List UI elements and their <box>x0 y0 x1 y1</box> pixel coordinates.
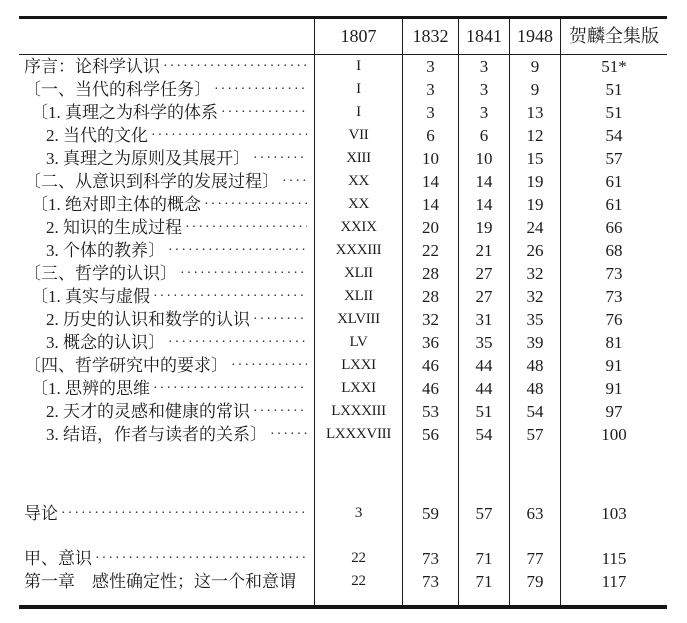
page-number-cell: 91 <box>560 377 667 400</box>
page-number-cell: 28 <box>402 285 458 308</box>
page-number-cell: 51 <box>560 78 667 101</box>
row-title: 3. 概念的认识〕 <box>46 333 165 352</box>
table-row <box>19 239 667 262</box>
page-number-cell: 57 <box>509 423 560 446</box>
row-title: 甲、意识 <box>24 549 92 568</box>
page-number-cell: 22 <box>402 239 458 262</box>
page-number-cell: 19 <box>458 216 509 239</box>
page-number-cell: 103 <box>560 502 667 525</box>
spacer-cell <box>458 446 509 502</box>
table-row <box>19 124 667 147</box>
page-number-cell: 12 <box>509 124 560 147</box>
table-row <box>19 101 667 124</box>
page-number-cell: 63 <box>509 502 560 525</box>
page-number-cell: 14 <box>402 193 458 216</box>
spacer-cell <box>560 593 667 605</box>
page-number-cell: XLVIII <box>314 308 402 331</box>
row-title-cell <box>19 147 314 170</box>
table-row <box>19 55 667 78</box>
page-number-cell: 21 <box>458 239 509 262</box>
page-number-cell: 117 <box>560 570 667 593</box>
page-number-cell: 22 <box>314 547 402 570</box>
page-number-cell: 73 <box>402 547 458 570</box>
dot-leader <box>163 55 307 78</box>
page-number-cell: XX <box>314 170 402 193</box>
page-number-cell: I <box>314 78 402 101</box>
page-number-cell: 22 <box>314 570 402 593</box>
page-number-cell: 54 <box>458 423 509 446</box>
dot-leader <box>153 377 307 400</box>
row-title: 〔三、哲学的认识〕 <box>24 264 177 283</box>
page-number-cell: 115 <box>560 547 667 570</box>
page-number-cell: XX <box>314 193 402 216</box>
page-number-cell: 48 <box>509 377 560 400</box>
page-number-cell: XXXIII <box>314 239 402 262</box>
spacer-cell <box>19 446 314 502</box>
page-number-cell: 27 <box>458 262 509 285</box>
page-number-cell: 46 <box>402 377 458 400</box>
spacer-cell <box>19 593 314 605</box>
row-title-cell <box>19 193 314 216</box>
spacer-cell <box>402 593 458 605</box>
row-title: 〔四、哲学研究中的要求〕 <box>24 356 228 375</box>
table-row <box>19 262 667 285</box>
page-number-cell: 46 <box>402 354 458 377</box>
row-title-cell <box>19 285 314 308</box>
dot-leader <box>168 239 307 262</box>
header-title-column <box>19 19 314 54</box>
page-number-cell: 24 <box>509 216 560 239</box>
page-number-cell: 13 <box>509 101 560 124</box>
page-number-cell: 10 <box>458 147 509 170</box>
page-number-cell: 32 <box>402 308 458 331</box>
row-title-cell <box>19 547 314 570</box>
page-number-cell: 76 <box>560 308 667 331</box>
page-number-cell: 71 <box>458 570 509 593</box>
header-edition-1841: 1841 <box>458 19 509 54</box>
page-number-cell: 35 <box>509 308 560 331</box>
row-title-cell <box>19 55 314 78</box>
page-number-cell: 97 <box>560 400 667 423</box>
page-number-cell: 14 <box>458 193 509 216</box>
header-edition-1948: 1948 <box>509 19 560 54</box>
spacer-cell <box>509 446 560 502</box>
page-number-cell: 6 <box>458 124 509 147</box>
table-row <box>19 308 667 331</box>
page-number-cell: 51 <box>458 400 509 423</box>
page-number-cell: 39 <box>509 331 560 354</box>
header-edition-1832: 1832 <box>402 19 458 54</box>
dot-leader <box>282 170 307 193</box>
page-number-cell: 3 <box>314 502 402 525</box>
page-number-cell: 19 <box>509 170 560 193</box>
page-number-cell: 61 <box>560 193 667 216</box>
table-row <box>19 354 667 377</box>
row-title-cell <box>19 308 314 331</box>
dot-leader <box>253 147 307 170</box>
table-row <box>19 377 667 400</box>
page-number-cell: 54 <box>560 124 667 147</box>
page-number-cell: 9 <box>509 78 560 101</box>
page-number-cell: 32 <box>509 285 560 308</box>
row-title: 〔二、从意识到科学的发展过程〕 <box>24 172 279 191</box>
dot-leader <box>151 124 307 147</box>
page-number-cell: 48 <box>509 354 560 377</box>
dot-leader <box>253 308 307 331</box>
row-title: 2. 当代的文化 <box>46 126 148 145</box>
dot-leader <box>153 285 307 308</box>
spacer-row <box>19 525 667 547</box>
page-number-cell: 10 <box>402 147 458 170</box>
row-title-cell <box>19 170 314 193</box>
page-number-cell: 3 <box>402 101 458 124</box>
page-number-cell: 31 <box>458 308 509 331</box>
page-number-cell: 53 <box>402 400 458 423</box>
page-number-cell: 15 <box>509 147 560 170</box>
page-number-cell: 79 <box>509 570 560 593</box>
row-title: 导论 <box>24 504 58 523</box>
spacer-cell <box>314 446 402 502</box>
page-number-cell: LXXXIII <box>314 400 402 423</box>
concordance-table <box>19 16 667 609</box>
page-number-cell: 56 <box>402 423 458 446</box>
table-row <box>19 547 667 570</box>
spacer-cell <box>509 593 560 605</box>
spacer-cell <box>560 446 667 502</box>
spacer-row <box>19 593 667 605</box>
table-row <box>19 400 667 423</box>
row-title: 第一章 感性确定性；这一个和意谓 <box>24 572 296 591</box>
row-title-cell <box>19 239 314 262</box>
spacer-cell <box>19 525 314 547</box>
table-row <box>19 570 667 593</box>
dot-leader <box>185 216 307 239</box>
page-number-cell: 51 <box>560 101 667 124</box>
page-number-cell: 3 <box>458 78 509 101</box>
row-title: 2. 知识的生成过程 <box>46 218 182 237</box>
page-number-cell: 91 <box>560 354 667 377</box>
row-title: 序言：论科学认识 <box>24 57 160 76</box>
page-number-cell: 36 <box>402 331 458 354</box>
table-row <box>19 170 667 193</box>
row-title: 〔1. 思辨的思维 <box>31 379 150 398</box>
page-number-cell: 57 <box>458 502 509 525</box>
table-row <box>19 331 667 354</box>
table-row <box>19 502 667 525</box>
row-title-cell <box>19 78 314 101</box>
row-title-cell <box>19 423 314 446</box>
row-title-cell <box>19 570 314 593</box>
page-number-cell: 51* <box>560 55 667 78</box>
dot-leader <box>231 354 307 377</box>
row-title: 3. 真理之为原则及其展开〕 <box>46 149 250 168</box>
page-number-cell: 54 <box>509 400 560 423</box>
spacer-row <box>19 446 667 502</box>
dot-leader <box>270 423 307 446</box>
page-number-cell: I <box>314 55 402 78</box>
page-number-cell: LV <box>314 331 402 354</box>
dot-leader <box>168 331 307 354</box>
page-number-cell: 59 <box>402 502 458 525</box>
dot-leader <box>253 400 307 423</box>
page-number-cell: 71 <box>458 547 509 570</box>
dot-leader <box>61 502 307 525</box>
page-number-cell: 100 <box>560 423 667 446</box>
spacer-cell <box>458 525 509 547</box>
page-number-cell: 27 <box>458 285 509 308</box>
page-number-cell: VII <box>314 124 402 147</box>
dot-leader <box>221 101 307 124</box>
page-number-cell: 44 <box>458 377 509 400</box>
page-number-cell: 81 <box>560 331 667 354</box>
dot-leader <box>204 193 307 216</box>
row-title-cell <box>19 331 314 354</box>
table-row <box>19 193 667 216</box>
row-title-cell <box>19 377 314 400</box>
spacer-cell <box>314 525 402 547</box>
page-number-cell: 14 <box>402 170 458 193</box>
header-edition-helin: 贺麟全集版 <box>560 19 667 54</box>
page-number-cell: 73 <box>402 570 458 593</box>
row-title-cell <box>19 262 314 285</box>
page-number-cell: LXXXVIII <box>314 423 402 446</box>
dot-leader <box>180 262 307 285</box>
table-row <box>19 78 667 101</box>
page-number-cell: 14 <box>458 170 509 193</box>
page-number-cell: 35 <box>458 331 509 354</box>
page-number-cell: XIII <box>314 147 402 170</box>
row-title: 〔一、当代的科学任务〕 <box>24 80 211 99</box>
page-number-cell: 28 <box>402 262 458 285</box>
spacer-cell <box>402 446 458 502</box>
table-body <box>19 55 667 605</box>
page-number-cell: 32 <box>509 262 560 285</box>
row-title: 〔1. 绝对即主体的概念 <box>31 195 201 214</box>
spacer-cell <box>314 593 402 605</box>
page-number-cell: 20 <box>402 216 458 239</box>
spacer-cell <box>402 525 458 547</box>
page-number-cell: 73 <box>560 285 667 308</box>
spacer-cell <box>509 525 560 547</box>
page-number-cell: LXXI <box>314 354 402 377</box>
row-title-cell <box>19 502 314 525</box>
table-row <box>19 285 667 308</box>
spacer-cell <box>560 525 667 547</box>
page-number-cell: 68 <box>560 239 667 262</box>
page-number-cell: 77 <box>509 547 560 570</box>
row-title: 3. 个体的教养〕 <box>46 241 165 260</box>
page-number-cell: XLII <box>314 262 402 285</box>
page-number-cell: I <box>314 101 402 124</box>
table-row <box>19 423 667 446</box>
page-number-cell: 66 <box>560 216 667 239</box>
dot-leader <box>95 547 307 570</box>
dot-leader <box>214 78 307 101</box>
header-edition-1807: 1807 <box>314 19 402 54</box>
page-number-cell: 9 <box>509 55 560 78</box>
page-number-cell: 6 <box>402 124 458 147</box>
row-title-cell <box>19 216 314 239</box>
page-number-cell: XXIX <box>314 216 402 239</box>
row-title: 3. 结语，作者与读者的关系〕 <box>46 425 267 444</box>
page-number-cell: 44 <box>458 354 509 377</box>
row-title-cell <box>19 101 314 124</box>
table-header-row <box>19 19 667 55</box>
spacer-cell <box>458 593 509 605</box>
row-title: 〔1. 真实与虚假 <box>31 287 150 306</box>
table-row <box>19 216 667 239</box>
page-number-cell: 61 <box>560 170 667 193</box>
page-number-cell: 3 <box>402 78 458 101</box>
page-number-cell: LXXI <box>314 377 402 400</box>
page-number-cell: 3 <box>458 101 509 124</box>
row-title-cell <box>19 354 314 377</box>
page-number-cell: 3 <box>458 55 509 78</box>
page-number-cell: 26 <box>509 239 560 262</box>
page-number-cell: 73 <box>560 262 667 285</box>
row-title: 2. 历史的认识和数学的认识 <box>46 310 250 329</box>
row-title: 〔1. 真理之为科学的体系 <box>31 103 218 122</box>
row-title-cell <box>19 400 314 423</box>
page-number-cell: 19 <box>509 193 560 216</box>
page-number-cell: 57 <box>560 147 667 170</box>
row-title-cell <box>19 124 314 147</box>
row-title: 2. 天才的灵感和健康的常识 <box>46 402 250 421</box>
table-row <box>19 147 667 170</box>
page-number-cell: XLII <box>314 285 402 308</box>
page-number-cell: 3 <box>402 55 458 78</box>
